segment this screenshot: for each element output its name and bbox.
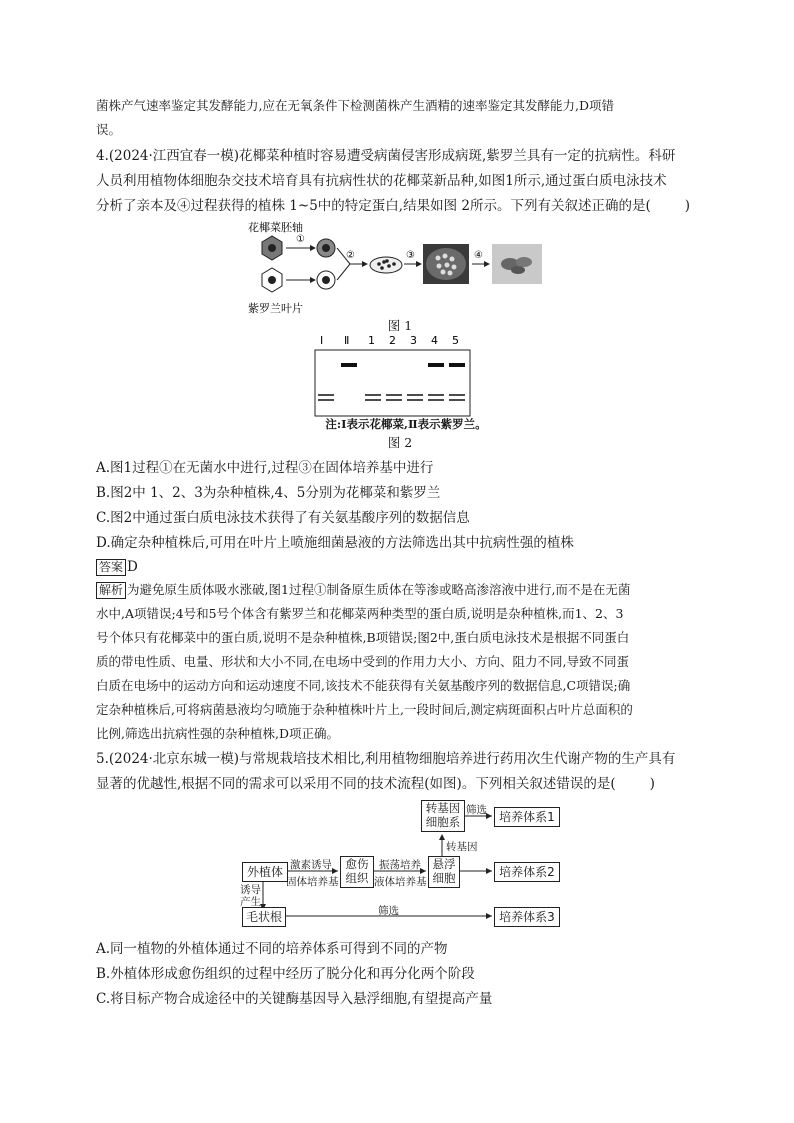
- fig1-step-1: ①: [296, 234, 305, 245]
- label-transgene: 转基因: [446, 841, 478, 853]
- q4-stem-line-3: 分析了亲本及④过程获得的植株 1~5中的特定蛋白,结果如图 2所示。下列有关叙述正确的是( ): [96, 198, 690, 214]
- label-liquid-medium: 液体培养基: [374, 876, 427, 888]
- fig1-step-4: ④: [474, 250, 483, 261]
- q4-option-c[interactable]: C.图2中通过蛋白质电泳技术获得了有关氨基酸序列的数据信息: [96, 510, 470, 526]
- answer-tag: 答案: [96, 559, 126, 576]
- continuation-line-1: 菌株产气速率鉴定其发酵能力,应在无氧条件下检测菌株产生酒精的速率鉴定其发酵能力,D项错: [96, 98, 614, 113]
- q4-analysis-line-2: 水中,A项错误;4号和5号个体含有紫罗兰和花椰菜两种类型的蛋白质,说明是杂种植株,而1、2、3: [96, 606, 624, 621]
- q4-analysis-line-1: 解析 为避免原生质体吸水涨破,图1过程①制备原生质体在等渗或略高渗溶液中进行,而不是在无菌: [96, 578, 696, 602]
- q4-answer: [96, 555, 696, 579]
- fig2-note: 注:Ⅰ表示花椰菜,Ⅱ表示紫罗兰。: [325, 417, 487, 431]
- box-system-3: 培养体系3: [494, 907, 560, 927]
- box-hairy-root: 毛状根: [242, 907, 286, 927]
- q4-option-b[interactable]: B.图2中 1、2、3为杂种植株,4、5分别为花椰菜和紫罗兰: [96, 485, 441, 501]
- label-solid-medium: 固体培养基: [286, 876, 339, 888]
- q4-figure-2: [312, 332, 482, 422]
- petri-dish-icon: [370, 257, 402, 273]
- q4-figure-1: [240, 220, 560, 320]
- box-suspension: 悬浮细胞: [428, 856, 460, 888]
- gel-band: [449, 363, 465, 367]
- lane-label: 5: [452, 334, 459, 347]
- lane-label: 2: [389, 334, 396, 347]
- continuation-line-2: 误。: [96, 122, 122, 137]
- q4-stem-line-2: 人员利用植物体细胞杂交技术培育具有抗病性状的花椰菜新品种,如图1所示,通过蛋白质电泳技术: [96, 173, 667, 189]
- q4-analysis-line-4: 质的带电性质、电量、形状和大小不同,在电场中受到的作用力大小、方向、阻力不同,导致不同蛋: [96, 654, 629, 669]
- q4-stem-line-1: 4.(2024·江西宜春一模)花椰菜种植时容易遭受病菌侵害形成病斑,紫罗兰具有一定的抗病性。科研: [96, 148, 676, 164]
- analysis-tag: 解析: [96, 582, 126, 599]
- q5-option-c[interactable]: C.将目标产物合成途径中的关键酶基因导入悬浮细胞,有望提高产量: [96, 991, 493, 1007]
- lane-label: 1: [368, 334, 375, 347]
- q4-analysis-line-7: 比例,筛选出抗病性强的杂种植株,D项正确。: [96, 726, 339, 741]
- label-hormone-induce: 激素诱导: [290, 859, 332, 871]
- box-transgenic: 转基因细胞系: [421, 800, 465, 832]
- gel-frame: [315, 350, 470, 416]
- gel-band: [341, 363, 357, 367]
- lane-label: 4: [431, 334, 438, 347]
- label-screen-1: 筛选: [466, 804, 487, 816]
- fig1-label-violet: 紫罗兰叶片: [248, 302, 303, 315]
- label-shake-culture: 振荡培养: [379, 859, 421, 871]
- q4-analysis-line-6: 定杂种植株后,可将病菌悬液均匀喷施于杂种植株叶片上,一段时间后,测定病斑面积占叶片总面积的: [96, 702, 633, 717]
- q5-stem-line-2: 显著的优越性,根据不同的需求可以采用不同的技术流程(如图)。下列相关叙述错误的是( ): [96, 776, 655, 792]
- box-explant: 外植体: [242, 862, 288, 882]
- q5-option-b[interactable]: B.外植体形成愈伤组织的过程中经历了脱分化和再分化两个阶段: [96, 966, 475, 982]
- fig1-step-3: ③: [406, 250, 415, 261]
- fig1-step-2: ②: [346, 250, 355, 261]
- q4-option-a[interactable]: A.图1过程①在无菌水中进行,过程③在固体培养基中进行: [96, 460, 434, 476]
- label-screen-2: 筛选: [378, 905, 399, 917]
- fig1-caption: 图 1: [387, 318, 413, 333]
- q5-option-a[interactable]: A.同一植物的外植体通过不同的培养体系可得到不同的产物: [96, 941, 448, 957]
- lane-label: Ⅰ: [320, 334, 324, 347]
- box-callus: 愈伤组织: [340, 856, 374, 888]
- q4-analysis-line-5: 白质在电场中的运动方向和运动速度不同,该技术不能获得有关氨基酸序列的数据信息,C项错误;确: [96, 678, 631, 693]
- q5-stem-line-1: 5.(2024·北京东城一模)与常规栽培技术相比,利用植物细胞培养进行药用次生代谢产物的生产具有: [96, 751, 676, 767]
- box-system-1: 培养体系1: [494, 807, 560, 827]
- answer-value: D: [127, 559, 138, 575]
- lane-label: 3: [410, 334, 417, 347]
- label-induce-produce: 诱导产生: [240, 884, 261, 908]
- fig2-caption: 图 2: [387, 435, 413, 450]
- lane-label: Ⅱ: [344, 334, 350, 347]
- box-system-2: 培养体系2: [494, 862, 560, 882]
- q5-flow-diagram: [240, 798, 570, 928]
- q4-option-d[interactable]: D.确定杂种植株后,可用在叶片上喷施细菌悬液的方法筛选出其中抗病性强的植株: [96, 535, 574, 551]
- gel-band: [428, 363, 444, 367]
- q4-analysis-line-3: 号个体只有花椰菜中的蛋白质,说明不是杂种植株,B项错误;图2中,蛋白质电泳技术是根据不同蛋白: [96, 630, 630, 645]
- gel-double-bands: [318, 395, 465, 400]
- fig1-label-cauliflower: 花椰菜胚轴: [248, 221, 303, 234]
